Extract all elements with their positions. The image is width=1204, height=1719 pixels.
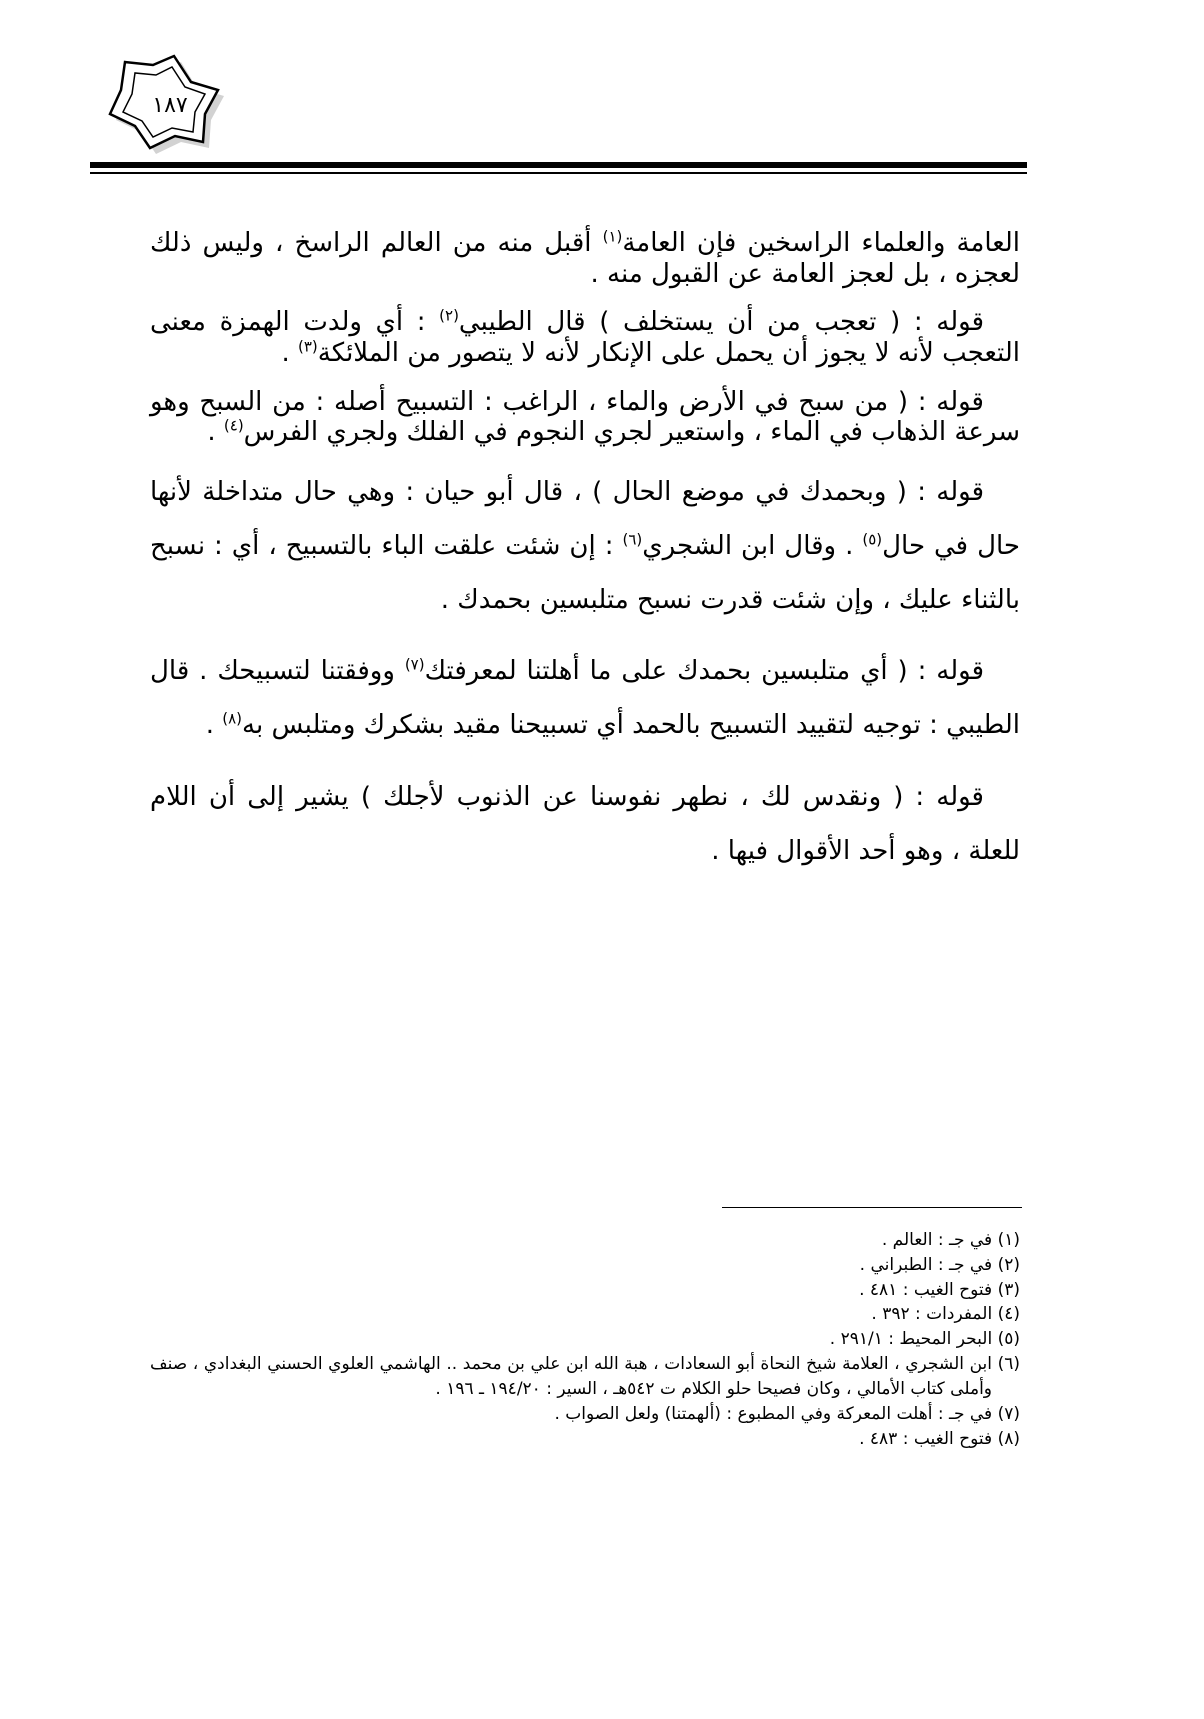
header-rule-thick — [90, 162, 1027, 168]
footnote: (٣) فتوح الغيب : ٤٨١ . — [859, 1279, 1020, 1300]
paragraph-1: العامة والعلماء الراسخين فإن العامة$^{(١)}$ أقبل منه من العالم الراسخ ، وليس ذلك لعجزه ، بل لعجز العامة عن القبول منه . — [150, 227, 1020, 289]
footnote-ref-4: (٤) — [223, 416, 244, 435]
footnote: (٧) في جـ : أهلت المعركة وفي المطبوع : (ألهمتنا) ولعل الصواب . — [554, 1403, 1020, 1424]
footnote-separator — [722, 1207, 1022, 1208]
footnote-ref-2: (٢) — [439, 306, 459, 325]
footnote: (٨) فتوح الغيب : ٤٨٣ . — [859, 1428, 1020, 1449]
header-rule-thin — [90, 172, 1027, 174]
page-number-badge — [105, 50, 235, 160]
paragraph-6: قوله : ( ونقدس لك ، نطهر نفوسنا عن الذنوب لأجلك ) يشير إلى أن اللام للعلة ، وهو أحد الأقوال فيها . — [150, 782, 1020, 866]
footnote-ref-1: (١) — [602, 227, 623, 246]
footnote-ref-5: (٥) — [862, 530, 883, 549]
main-text — [150, 228, 1020, 897]
footnote: (٤) المفردات : ٣٩٢ . — [871, 1304, 1020, 1325]
page-number: ١٨٧ — [152, 92, 188, 118]
paragraph-3: قوله : ( من سبح في الأرض والماء ، الراغب : التسبيح أصله : من السبح وهو سرعة الذهاب في الماء ، واستعير لجري النجوم في الفلك ولجري الفرس$^{(٤)}$ . — [150, 386, 1020, 448]
footnote: (٦) ابن الشجري ، العلامة شيخ النحاة أبو السعادات ، هبة الله ابن علي بن محمد .. الهاشمي العلوي الحسني البغدادي ، صنف وأملى كتاب الأمالي ، وكان فصيحا حلو الكلام ت ٥٤٢هـ ، السير : ١٩٤/٢٠ ـ ١٩٦ . — [150, 1354, 1020, 1399]
footnote-ref-8: (٨) — [222, 709, 243, 728]
footnote: (٥) البحر المحيط : ٢٩١/١ . — [829, 1329, 1020, 1350]
paragraph-5: قوله : ( أي متلبسين بحمدك على ما أهلتنا لمعرفتك$^{(٧)}$ ووفقتنا لتسبيحك . قال الطيبي : توجيه لتقييد التسبيح بالحمد أي تسبيحنا مقيد بشكرك ومتلبس به$^{(٨)}$ . — [150, 655, 1020, 741]
footnote-ref-6: (٦) — [622, 530, 643, 549]
footnote-ref-3: (٣) — [297, 337, 318, 356]
footnote: (٢) في جـ : الطبراني . — [859, 1254, 1020, 1275]
footnote: (١) في جـ : العالم . — [881, 1230, 1020, 1250]
paragraph-4: قوله : ( وبحمدك في موضع الحال ) ، قال أبو حيان : وهي حال متداخلة لأنها حال في حال$^{(٥)}$ . وقال ابن الشجري$^{(٦)}$ : إن شئت علقت الباء بالتسبيح ، أي : نسبح بالثناء عليك ، وإن شئت قدرت نسبح متلبسين بحمدك . — [150, 477, 1020, 615]
footnotes — [150, 1228, 1020, 1451]
paragraph-2: قوله : ( تعجب من أن يستخلف ) قال الطيبي$^{(٢)}$ : أي ولدت الهمزة معنى التعجب لأنه لا يجوز أن يحمل على الإنكار لأنه لا يتصور من الملائكة$^{(٣)}$ . — [150, 306, 1020, 369]
footnote-ref-7: (٧) — [404, 655, 425, 674]
